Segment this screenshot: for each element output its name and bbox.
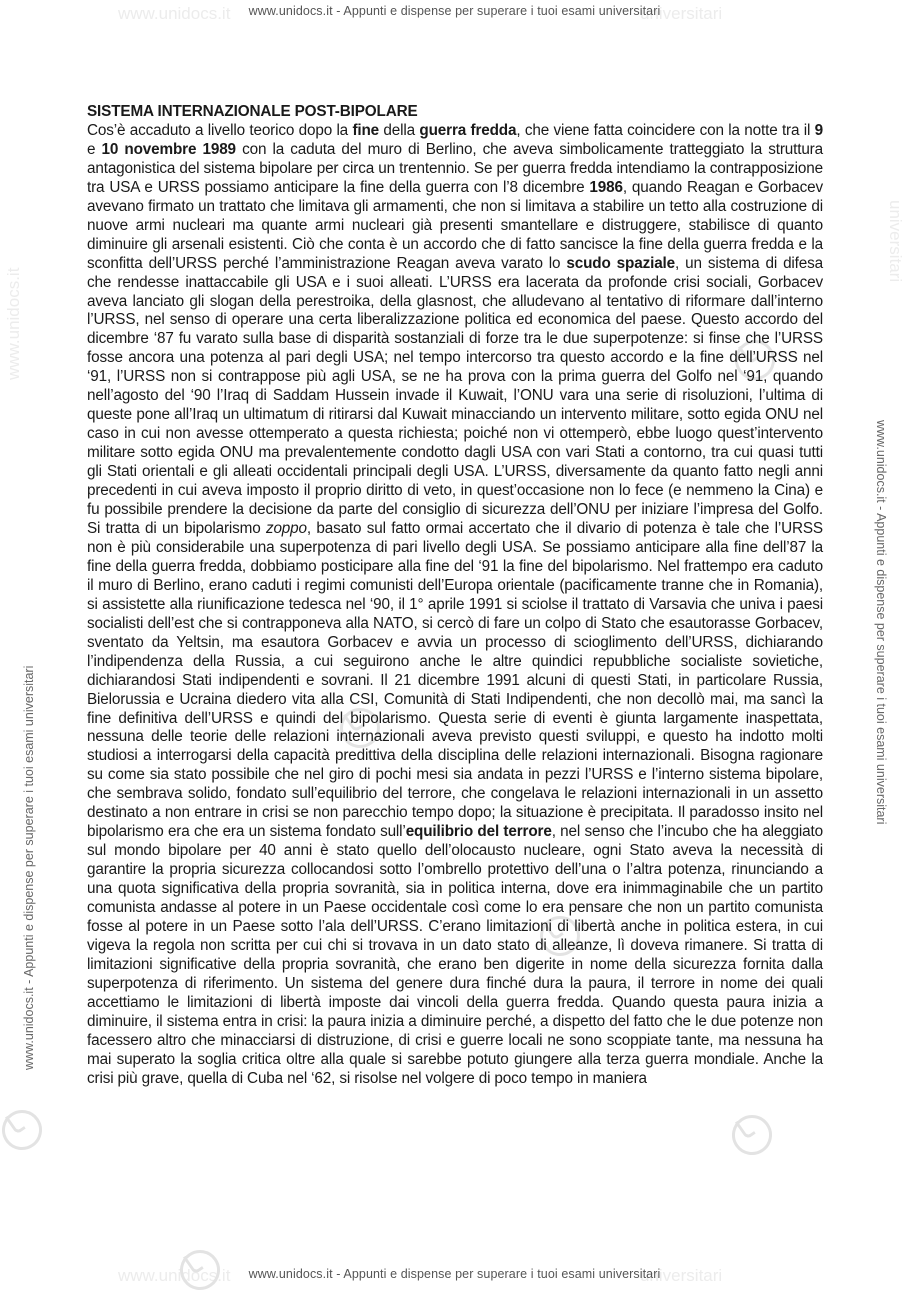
watermark-footer: www.unidocs.it - Appunti e dispense per superare i tuoi esami universitari xyxy=(248,1267,661,1281)
document-title: SISTEMA INTERNAZIONALE POST-BIPOLARE xyxy=(87,103,418,120)
bold-text: 10 novembre 1989 xyxy=(101,140,236,158)
text-run: , che viene fatta coincidere con la notte tra il xyxy=(516,121,815,139)
text-run: con la caduta del muro di Berlino, che aveva simbolicamente tratteggiato la struttura antagonistica del sistema bipolare per circa un trentennio. Se per guerra fredda intendiamo la contrapposizione tra USA e URSS possiamo anticipare la fine della guerra con l’8 dicembre xyxy=(87,140,823,196)
text-run: , nel senso che l’incubo che ha aleggiato sul mondo bipolare per 40 anni è stato quello dell’olocausto nucleare, ogni Stato aveva la necessità di garantire la propria sicurezza collocandosi sotto l’ombrello protettivo dell’una o l’altra potenza, rinunciando a una quota significativa della propria sovranità, sia in politica interna, dove era inimmaginabile che un partito comunista andasse al potere in un Paese occidentale così come lo era pensare che non un partito comunista fosse al potere in un Paese sotto l’ala dell’URSS. C’erano limitazioni di libertà anche in politica estera, in cui vigeva la regola non scritta per cui chi si trovava in un dato stato di alleanze, lì doveva rimanere. Si tratta di limitazioni significative della propria sovranità, che erano ben digerite in nome della sicurezza fornita dalla superpotenza di riferimento. Un sistema del genere dura finché dura la paura, il terrore in nome dei quali accettiamo le limitazioni di libertà imposte dai vincoli della guerra fredda. Quando questa paura inizia a diminuire, il sistema entra in crisi: la paura inizia a diminuire perché, a dispetto del fatto che le due potenze non facessero altro che minacciarsi di distruzione, di crisi e guerre locali ne sono scoppiate tante, ma nessuna ha mai superato la soglia critica oltre alla quale si sarebbe potuto giungere alla terza guerra mondiale. Anche la crisi più grave, quella di Cuba nel ‘62, si risolse nel volgere di poco tempo in maniera xyxy=(87,823,823,1087)
text-run: Cos’è accaduto a livello teorico dopo la xyxy=(87,121,353,139)
bold-text: guerra fredda xyxy=(419,121,517,139)
ghost-watermark-top-left: www.unidocs.it xyxy=(118,4,231,23)
ghost-watermark-left: www.unidocs.it xyxy=(4,267,23,380)
text-run: , quando Reagan e Gorbacev avevano firmato un trattato che limitava gli armamenti, che non si limitava a stabilire un tetto alla costruzione di nuove armi nucleari ma quante armi nucleari già presenti smantellare e distruggere, stabilisce di quanto diminuire gli arsenali esistenti. Ciò che conta è un accordo che di fatto sancisce la fine della guerra fredda e la sconfitta dell’URSS perché l’amministrazione Reagan aveva varato lo xyxy=(87,178,823,272)
text-run: , basato sul fatto ormai accertato che il divario di potenza è tale che l’URSS non è più considerabile una superpotenza di pari livello degli USA. Se possiamo anticipare alla fine dell’87 la fine della guerra fredda, dobbiamo posticipare alla fine del ‘91 la fine del bipolarismo. Nel frattempo era caduto il muro di Berlino, erano caduti i regimi comunisti dell’Europa orientale (pacificamente tranne che in Romania), si assistette alla riunificazione tedesca nel ‘90, il 1° aprile 1991 si sciolse il trattato di Varsavia che univa i paesi socialisti dell’est che si contrapponeva alla NATO, si cercò di fare un colpo di Stato che esautorasse Gorbacev, sventato da Yeltsin, ma esautora Gorbacev e avvia un processo di scioglimento dell’URSS, dichiarando l’indipendenza della Russia, a cui seguirono anche le altre quindici repubbliche socialiste sovietiche, dichiarandosi Stati indipendenti e sovrani. Il 21 dicembre 1991 alcuni di questi Stati, in particolare Russia, Bielorussia e Ucraina diedero vita alla CSI, Comunità di Stati Indipendenti, che non decollò mai, ma sancì la fine definitiva dell’URSS e quindi del bipolarismo. Questa serie di eventi è giunta largamente inaspettata, nessuna delle teorie delle relazioni internazionali aveva previsto questi sviluppi, e questo ha indotto molti studiosi a interrogarsi della capacità predittiva della disciplina delle relazioni internazionali. Bisogna ragionare su come sia stato possibile che nel giro di pochi mesi sia andata in pezzi l’URSS e l’interno sistema bipolare, che sembrava solido, fondato sull’equilibrio del terrore, che congelava le relazioni internazionali in un assetto destinato a non entrare in crisi se non parecchio tempo dopo; la situazione è precipitata. Il paradosso insito nel bipolarismo era che era un sistema fondato sull’ xyxy=(87,519,823,841)
bold-text: 9 xyxy=(814,121,823,139)
watermark-right-margin: www.unidocs.it - Appunti e dispense per superare i tuoi esami universitari xyxy=(874,420,888,825)
ghost-watermark-right: universitari xyxy=(886,200,905,283)
bold-text: fine xyxy=(352,121,380,139)
bold-text: 1986 xyxy=(589,178,623,196)
watermark-left-margin: www.unidocs.it - Appunti e dispense per superare i tuoi esami universitari xyxy=(22,665,36,1070)
ghost-watermark-bottom-left: www.unidocs.it xyxy=(118,1266,231,1285)
document-paragraphs xyxy=(87,122,823,1089)
ghost-logo-icon xyxy=(0,1102,50,1158)
ghost-logo-icon xyxy=(724,1107,780,1163)
text-run: e xyxy=(87,140,102,158)
text-run: , un sistema di difesa che rendesse inattaccabile gli USA e i suoi alleati. L’URSS era lacerata da profonde crisi sociali, Gorbacev aveva lanciato gli slogan della perestroika, della glasnost, che alludevano al tentativo di riformare dall’interno l’URSS, nel senso di operare una certa liberalizzazione politica ed economica del paese. Questo accordo del dicembre ‘87 fu varato sulla base di disparità sostanziali di forze tra le due superpotenze: si finse che l’URSS fosse ancora una potenza al pari degli USA; nel tempo intercorso tra questo accordo e la fine dell’URSS nel ‘91, l’URSS non si contrappose più agli USA, se ne ha prova con la prima guerra del Golfo nel ‘91, quando nell’agosto del ‘90 l’Iraq di Saddam Hussein invade il Kuwait, l’ONU vara una serie di risoluzioni, l’ultima di queste pone all’Iraq un ultimatum di ritirarsi dal Kuwait minacciando un intervento militare, sotto egida ONU nel caso in cui non avesse ottemperato a questa richiesta; poiché non vi ottemperò, ebbe luogo quest’intervento militare sotto egida ONU ma prevalentemente condotto dagli USA con vari Stati a contorno, tra cui quasi tutti gli Stati orientali e gli alleati occidentali principali degli USA. L’URSS, diversamente da quanto fatto negli anni precedenti in cui aveva imposto il proprio diritto di veto, in quest’occasione non lo fece (e nemmeno la Cina) e fu possibile prendere la decisione da parte del consiglio di sicurezza dell’ONU per iniziare l’impresa del Golfo. Si tratta di un bipolarismo xyxy=(87,254,823,537)
ghost-watermark-bottom-right: universitari xyxy=(640,1266,723,1285)
bold-text: scudo spaziale xyxy=(566,254,676,272)
document-body xyxy=(87,103,823,1089)
bold-text: equilibrio del terrore xyxy=(405,823,552,841)
text-run: della xyxy=(379,121,420,139)
watermark-header: www.unidocs.it - Appunti e dispense per superare i tuoi esami universitari xyxy=(248,4,661,18)
italic-text: zoppo xyxy=(265,519,307,537)
ghost-watermark-top-right: universitari xyxy=(640,4,723,23)
paragraph xyxy=(87,122,823,1089)
